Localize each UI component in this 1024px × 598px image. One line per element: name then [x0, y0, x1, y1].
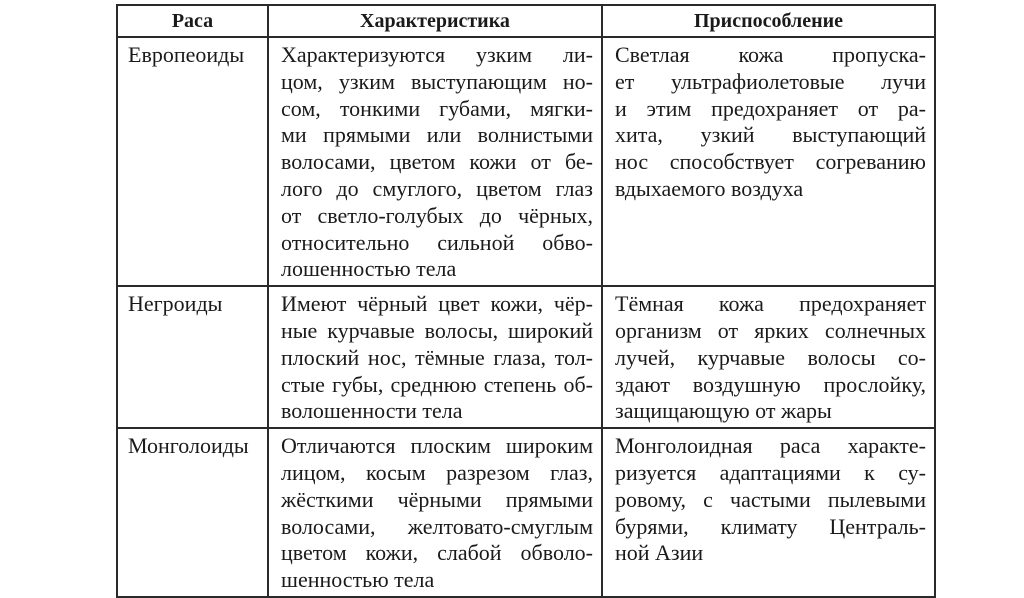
adaptation-line: нос способствует согреванию — [615, 149, 926, 175]
adaptation-cell — [602, 428, 935, 597]
characteristic-line: лицом, косым разрезом глаз, — [281, 459, 593, 485]
race-cell — [117, 428, 268, 597]
race-table-container — [116, 4, 934, 593]
adaptation-line: ной Азии — [615, 540, 704, 566]
characteristic-line: ми прямыми или волнистыми — [281, 122, 593, 148]
adaptation-line: здают воздушную прослойку, — [615, 371, 926, 397]
characteristic-line: ные курчавые волосы, широкий — [281, 317, 593, 343]
race-name: Европеоиды — [128, 42, 245, 67]
characteristic-cell — [268, 286, 602, 428]
characteristic-line: шенностью тела — [281, 567, 435, 593]
header-adaptation: Приспособление — [602, 5, 935, 37]
adaptation-line: и этим предохраняет от ра- — [615, 95, 926, 121]
race-cell — [117, 286, 268, 428]
characteristic-cell — [268, 37, 602, 286]
characteristic-line: от светло-голубых до чёрных, — [281, 202, 593, 228]
adaptation-line: Монголоидная раса характе- — [615, 433, 926, 459]
adaptation-line: хита, узкий выступающий — [615, 122, 926, 148]
adaptation-line: вдыхаемого воздуха — [615, 175, 804, 201]
race-table — [116, 4, 936, 598]
adaptation-line: ровому, с частыми пылевыми — [615, 486, 926, 512]
adaptation-line: Тёмная кожа предохраняет — [615, 291, 926, 317]
characteristic-line: плоский нос, тёмные глаза, тол- — [281, 344, 593, 370]
characteristic-line: волошенности тела — [281, 398, 463, 424]
race-name: Монголоиды — [128, 433, 249, 459]
adaptation-cell — [602, 37, 935, 286]
race-name: Негроиды — [128, 291, 223, 317]
adaptation-line: ризуется адаптациями к су- — [615, 459, 926, 485]
characteristic-line: стые губы, среднюю степень об- — [281, 371, 593, 397]
characteristic-line: жёсткими чёрными прямыми — [281, 486, 593, 512]
table-row — [117, 286, 935, 428]
characteristic-line: относительно сильной обво- — [281, 229, 593, 255]
characteristic-line: Имеют чёрный цвет кожи, чёр- — [281, 291, 593, 317]
adaptation-line: Светлая кожа пропуска- — [615, 42, 926, 67]
characteristic-line: лошенностью тела — [281, 256, 457, 282]
table-header — [117, 5, 935, 37]
characteristic-line: сом, тонкими губами, мягки- — [281, 95, 593, 121]
header-row — [117, 5, 935, 37]
adaptation-line: организм от ярких солнечных — [615, 317, 926, 343]
header-characteristic: Характеристика — [268, 5, 602, 37]
race-cell — [117, 37, 268, 286]
characteristic-line: волосами, цветом кожи от бе- — [281, 149, 593, 175]
characteristic-line: лого до смуглого, цветом глаз — [281, 175, 593, 201]
adaptation-cell — [602, 286, 935, 428]
adaptation-line: защищающую от жары — [615, 398, 832, 424]
adaptation-line: бурями, климату Централь- — [615, 513, 926, 539]
table-row — [117, 37, 935, 286]
characteristic-line: Отличаются плоским широким — [281, 433, 593, 459]
characteristic-line: цветом кожи, слабой обволо- — [281, 540, 593, 566]
characteristic-line: волосами, желтовато-смуглым — [281, 513, 593, 539]
characteristic-cell — [268, 428, 602, 597]
table-body — [117, 37, 935, 597]
characteristic-line: цом, узким выступающим но- — [281, 68, 593, 94]
adaptation-line: лучей, курчавые волосы со- — [615, 344, 926, 370]
table-row — [117, 428, 935, 597]
adaptation-line: ет ультрафиолетовые лучи — [615, 68, 926, 94]
characteristic-line: Характеризуются узким ли- — [281, 42, 593, 67]
header-race: Раса — [117, 5, 268, 37]
